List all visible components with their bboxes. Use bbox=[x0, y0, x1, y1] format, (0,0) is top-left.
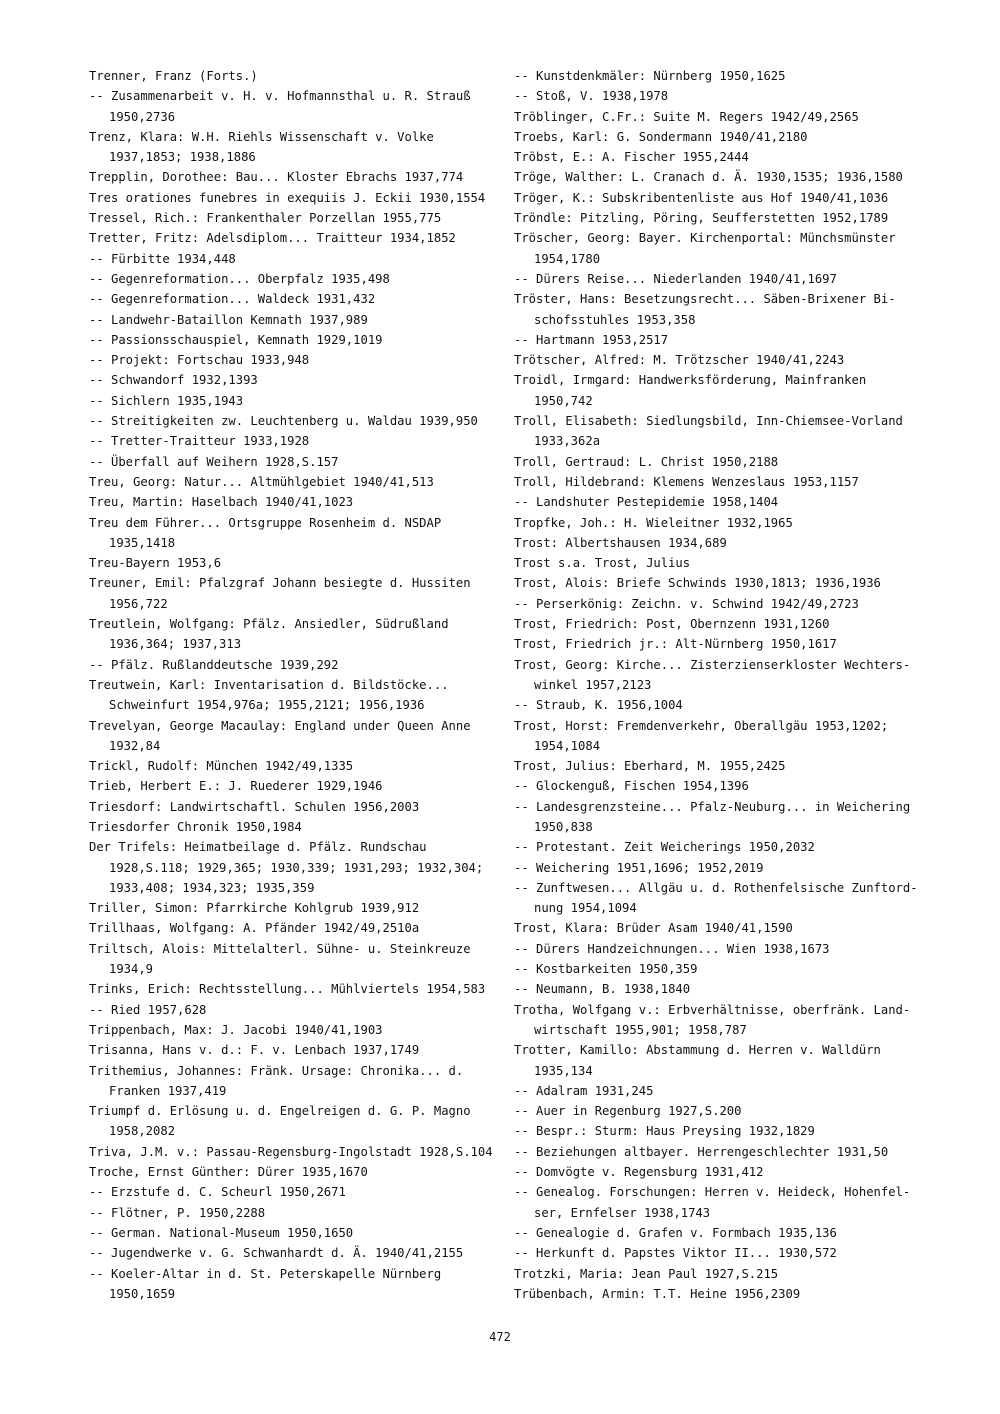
index-entry bbox=[89, 1223, 499, 1243]
index-entry bbox=[89, 1182, 499, 1202]
entry-line: -- Adalram 1931,245 bbox=[514, 1083, 654, 1098]
index-entry bbox=[514, 86, 929, 106]
entry-line: Tröster, Hans: Besetzungsrecht... Säben-Brixener Bi- bbox=[514, 292, 896, 307]
entry-line: Trepplin, Dorothee: Bau... Kloster Ebrachs 1937,774 bbox=[89, 170, 464, 185]
entry-line: Triesdorfer Chronik 1950,1984 bbox=[89, 819, 302, 834]
entry-line: Treu, Martin: Haselbach 1940/41,1023 bbox=[89, 495, 354, 510]
entry-line: Troll, Hildebrand: Klemens Wenzeslaus 1953,1157 bbox=[514, 474, 859, 489]
entry-line: Troll, Gertraud: L. Christ 1950,2188 bbox=[514, 454, 779, 469]
entry-line: Troidl, Irmgard: Handwerksförderung, Mainfranken bbox=[514, 373, 867, 388]
index-entry bbox=[514, 1040, 929, 1081]
entry-line: Tressel, Rich.: Frankenthaler Porzellan 1955,775 bbox=[89, 211, 442, 226]
entry-line: -- Projekt: Fortschau 1933,948 bbox=[89, 353, 310, 368]
index-entry bbox=[89, 513, 499, 554]
entry-line: Trickl, Rudolf: München 1942/49,1335 bbox=[89, 759, 354, 774]
entry-line: Trotzki, Maria: Jean Paul 1927,S.215 bbox=[514, 1266, 779, 1281]
index-entry bbox=[514, 776, 929, 796]
index-entry bbox=[514, 1142, 929, 1162]
entry-line: -- Neumann, B. 1938,1840 bbox=[514, 982, 691, 997]
entry-line: Treu, Georg: Natur... Altmühlgebiet 1940/41,513 bbox=[89, 474, 434, 489]
index-entry bbox=[514, 1000, 929, 1041]
index-entry bbox=[514, 330, 929, 350]
entry-continuation: 1936,364; 1937,313 bbox=[109, 637, 242, 652]
index-entry bbox=[514, 127, 929, 147]
index-entry bbox=[89, 370, 499, 390]
entry-line: Trotter, Kamillo: Abstammung d. Herren v. Walldürn bbox=[514, 1043, 881, 1058]
index-entry bbox=[514, 695, 929, 715]
entry-line: Trippenbach, Max: J. Jacobi 1940/41,1903 bbox=[89, 1022, 383, 1037]
entry-line: Trinks, Erich: Rechtsstellung... Mühlviertels 1954,583 bbox=[89, 982, 486, 997]
entry-line: -- Stoß, V. 1938,1978 bbox=[514, 89, 669, 104]
entry-line: Trithemius, Johannes: Fränk. Ursage: Chronika... d. bbox=[89, 1063, 464, 1078]
entry-continuation: Schweinfurt 1954,976a; 1955,2121; 1956,1936 bbox=[109, 698, 425, 713]
entry-line: Trevelyan, George Macaulay: England under Queen Anne bbox=[89, 718, 471, 733]
entry-continuation: winkel 1957,2123 bbox=[534, 677, 652, 692]
entry-line: Troche, Ernst Günther: Dürer 1935,1670 bbox=[89, 1165, 368, 1180]
entry-continuation: 1928,S.118; 1929,365; 1930,339; 1931,293; 1932,304; bbox=[109, 860, 484, 875]
index-entry bbox=[89, 289, 499, 309]
entry-line: -- Dürers Reise... Niederlanden 1940/41,1697 bbox=[514, 271, 837, 286]
entry-line: Tres orationes funebres in exequiis J. Eckii 1930,1554 bbox=[89, 190, 486, 205]
index-entry bbox=[514, 594, 929, 614]
entry-continuation: 1932,84 bbox=[109, 738, 161, 753]
entry-continuation: schofsstuhles 1953,358 bbox=[534, 312, 696, 327]
entry-line: -- Auer in Regenburg 1927,S.200 bbox=[514, 1104, 742, 1119]
index-entry bbox=[89, 66, 499, 86]
index-entry bbox=[514, 553, 929, 573]
entry-line: -- German. National-Museum 1950,1650 bbox=[89, 1225, 354, 1240]
entry-line: -- Passionsschauspiel, Kemnath 1929,1019 bbox=[89, 332, 383, 347]
entry-line: -- Kostbarkeiten 1950,359 bbox=[514, 962, 698, 977]
index-entry bbox=[89, 1162, 499, 1182]
index-entry bbox=[514, 858, 929, 878]
entry-continuation: Franken 1937,419 bbox=[109, 1083, 227, 1098]
index-entry bbox=[514, 959, 929, 979]
entry-line: Troebs, Karl: G. Sondermann 1940/41,2180 bbox=[514, 129, 808, 144]
entry-continuation: ser, Ernfelser 1938,1743 bbox=[534, 1205, 711, 1220]
index-entry bbox=[514, 452, 929, 472]
entry-line: Tretter, Fritz: Adelsdiplom... Traitteur 1934,1852 bbox=[89, 231, 456, 246]
index-entry bbox=[89, 208, 499, 228]
entry-line: Der Trifels: Heimatbeilage d. Pfälz. Rundschau bbox=[89, 840, 427, 855]
entry-continuation: 1954,1084 bbox=[534, 738, 601, 753]
entry-line: -- Gegenreformation... Waldeck 1931,432 bbox=[89, 292, 376, 307]
index-entry bbox=[89, 452, 499, 472]
entry-line: -- Genealog. Forschungen: Herren v. Heideck, Hohenfel- bbox=[514, 1185, 911, 1200]
entry-continuation: 1950,1659 bbox=[109, 1286, 176, 1301]
index-entry bbox=[514, 878, 929, 919]
index-entry bbox=[514, 208, 929, 228]
index-entry bbox=[89, 330, 499, 350]
entry-line: -- Herkunft d. Papstes Viktor II... 1930,572 bbox=[514, 1246, 837, 1261]
entry-line: -- Sichlern 1935,1943 bbox=[89, 393, 244, 408]
index-entry bbox=[89, 249, 499, 269]
index-entry bbox=[514, 918, 929, 938]
index-entry bbox=[514, 1182, 929, 1223]
entry-line: Trost, Horst: Fremdenverkehr, Oberallgäu 1953,1202; bbox=[514, 718, 889, 733]
entry-continuation: 1937,1853; 1938,1886 bbox=[109, 150, 256, 165]
index-entry bbox=[89, 756, 499, 776]
index-entry bbox=[514, 1264, 929, 1284]
index-entry bbox=[89, 1203, 499, 1223]
index-entry bbox=[89, 411, 499, 431]
index-entry bbox=[89, 391, 499, 411]
entry-line: Trost, Georg: Kirche... Zisterzienserkloster Wechters- bbox=[514, 657, 911, 672]
entry-continuation: 1935,1418 bbox=[109, 535, 176, 550]
entry-line: -- Domvögte v. Regensburg 1931,412 bbox=[514, 1165, 764, 1180]
index-entry bbox=[89, 1040, 499, 1060]
index-entry bbox=[514, 655, 929, 696]
page-number: 472 bbox=[489, 1330, 511, 1344]
index-entry bbox=[89, 86, 499, 127]
entry-continuation: 1935,134 bbox=[534, 1063, 593, 1078]
entry-line: -- Streitigkeiten zw. Leuchtenberg u. Waldau 1939,950 bbox=[89, 414, 478, 429]
index-entry bbox=[514, 370, 929, 411]
entry-line: -- Ried 1957,628 bbox=[89, 1002, 207, 1017]
entry-continuation: 1933,408; 1934,323; 1935,359 bbox=[109, 880, 315, 895]
entry-line: -- Fürbitte 1934,448 bbox=[89, 251, 236, 266]
right-column bbox=[514, 66, 929, 1304]
entry-line: -- Landesgrenzsteine... Pfalz-Neuburg... in Weichering bbox=[514, 799, 911, 814]
entry-line: Troll, Elisabeth: Siedlungsbild, Inn-Chiemsee-Vorland bbox=[514, 414, 903, 429]
entry-line: Tröbst, E.: A. Fischer 1955,2444 bbox=[514, 150, 749, 165]
index-entry bbox=[514, 573, 929, 593]
entry-line: Trost, Friedrich jr.: Alt-Nürnberg 1950,1617 bbox=[514, 637, 837, 652]
entry-line: Triumpf d. Erlösung u. d. Engelreigen d. G. P. Magno bbox=[89, 1104, 471, 1119]
entry-continuation: 1934,9 bbox=[109, 962, 154, 977]
index-entry bbox=[514, 411, 929, 452]
entry-line: -- Genealogie d. Grafen v. Formbach 1935,136 bbox=[514, 1225, 837, 1240]
index-entry bbox=[89, 472, 499, 492]
entry-line: Triller, Simon: Pfarrkirche Kohlgrub 1939,912 bbox=[89, 901, 420, 916]
entry-line: Trenner, Franz (Forts.) bbox=[89, 69, 258, 83]
entry-line: Triva, J.M. v.: Passau-Regensburg-Ingolstadt 1928,S.104 bbox=[89, 1144, 493, 1159]
index-entry bbox=[89, 837, 499, 898]
index-entry bbox=[514, 350, 929, 370]
entry-line: Tropfke, Joh.: H. Wieleitner 1932,1965 bbox=[514, 515, 793, 530]
entry-continuation: 1956,722 bbox=[109, 596, 168, 611]
entry-line: Trillhaas, Wolfgang: A. Pfänder 1942/49,2510a bbox=[89, 921, 420, 936]
index-entry bbox=[89, 655, 499, 675]
index-entry bbox=[514, 492, 929, 512]
index-entry bbox=[89, 1243, 499, 1263]
index-entry bbox=[514, 1284, 929, 1304]
index-entry bbox=[89, 1264, 499, 1305]
entry-line: -- Tretter-Traitteur 1933,1928 bbox=[89, 434, 310, 449]
index-entry bbox=[89, 1142, 499, 1162]
index-entry bbox=[514, 188, 929, 208]
entry-line: Triltsch, Alois: Mittelalterl. Sühne- u. Steinkreuze bbox=[89, 941, 471, 956]
index-entry bbox=[514, 837, 929, 857]
index-entry bbox=[89, 1101, 499, 1142]
entry-line: Trost, Alois: Briefe Schwinds 1930,1813; 1936,1936 bbox=[514, 576, 881, 591]
entry-line: Trötscher, Alfred: M. Trötzscher 1940/41,2243 bbox=[514, 353, 845, 368]
entry-line: -- Koeler-Altar in d. St. Peterskapelle Nürnberg bbox=[89, 1266, 442, 1281]
index-entry bbox=[89, 310, 499, 330]
index-entry bbox=[89, 776, 499, 796]
entry-continuation: 1950,742 bbox=[534, 393, 593, 408]
entry-line: -- Schwandorf 1932,1393 bbox=[89, 373, 258, 388]
index-entry bbox=[89, 269, 499, 289]
index-entry bbox=[514, 1081, 929, 1101]
index-entry bbox=[89, 492, 499, 512]
entry-line: -- Pfälz. Rußlanddeutsche 1939,292 bbox=[89, 657, 339, 672]
index-entry bbox=[514, 979, 929, 999]
index-entry bbox=[89, 817, 499, 837]
index-entry bbox=[514, 614, 929, 634]
index-entry bbox=[89, 573, 499, 614]
entry-line: Trost: Albertshausen 1934,689 bbox=[514, 535, 727, 550]
entry-line: Treutwein, Karl: Inventarisation d. Bildstöcke... bbox=[89, 677, 449, 692]
entry-line: -- Dürers Handzeichnungen... Wien 1938,1673 bbox=[514, 941, 830, 956]
index-entry bbox=[89, 1020, 499, 1040]
entry-line: Trost, Friedrich: Post, Obernzenn 1931,1260 bbox=[514, 617, 830, 632]
index-entry bbox=[89, 797, 499, 817]
entry-line: -- Glockenguß, Fischen 1954,1396 bbox=[514, 779, 749, 794]
entry-line: Trieb, Herbert E.: J. Ruederer 1929,1946 bbox=[89, 779, 383, 794]
entry-line: Tröge, Walther: L. Cranach d. Ä. 1930,1535; 1936,1580 bbox=[514, 170, 903, 185]
index-entry bbox=[514, 716, 929, 757]
entry-line: -- Landwehr-Bataillon Kemnath 1937,989 bbox=[89, 312, 368, 327]
index-entry bbox=[89, 918, 499, 938]
entry-line: Trübenbach, Armin: T.T. Heine 1956,2309 bbox=[514, 1286, 801, 1301]
entry-line: -- Straub, K. 1956,1004 bbox=[514, 698, 683, 713]
index-entry bbox=[89, 716, 499, 757]
index-entry bbox=[514, 66, 929, 86]
index-entry bbox=[89, 228, 499, 248]
index-entry bbox=[514, 269, 929, 289]
entry-line: Tröblinger, C.Fr.: Suite M. Regers 1942/49,2565 bbox=[514, 109, 859, 124]
index-entry bbox=[89, 188, 499, 208]
entry-line: -- Erzstufe d. C. Scheurl 1950,2671 bbox=[89, 1185, 346, 1200]
entry-continuation: 1954,1780 bbox=[534, 251, 601, 266]
index-entry bbox=[89, 939, 499, 980]
entry-line: -- Landshuter Pestepidemie 1958,1404 bbox=[514, 495, 779, 510]
index-entry bbox=[514, 1162, 929, 1182]
index-entry bbox=[514, 756, 929, 776]
entry-line: Trotha, Wolfgang v.: Erbverhältnisse, oberfränk. Land- bbox=[514, 1002, 911, 1017]
index-entry bbox=[514, 797, 929, 838]
index-entry bbox=[89, 1061, 499, 1102]
entry-line: Trost, Julius: Eberhard, M. 1955,2425 bbox=[514, 759, 786, 774]
index-entry bbox=[89, 350, 499, 370]
index-entry bbox=[514, 1243, 929, 1263]
index-entry bbox=[89, 979, 499, 999]
entry-line: -- Überfall auf Weihern 1928,S.157 bbox=[89, 454, 339, 469]
entry-line: -- Perserkönig: Zeichn. v. Schwind 1942/49,2723 bbox=[514, 596, 859, 611]
entry-continuation: 1950,838 bbox=[534, 819, 593, 834]
entry-line: Treu-Bayern 1953,6 bbox=[89, 556, 222, 571]
entry-line: -- Zusammenarbeit v. H. v. Hofmannsthal u. R. Strauß bbox=[89, 89, 471, 104]
index-entry bbox=[514, 1101, 929, 1121]
entry-line: Treutlein, Wolfgang: Pfälz. Ansiedler, Südrußland bbox=[89, 617, 449, 632]
index-entry bbox=[514, 939, 929, 959]
index-entry bbox=[514, 167, 929, 187]
entry-line: -- Kunstdenkmäler: Nürnberg 1950,1625 bbox=[514, 69, 786, 83]
entry-line: Trost s.a. Trost, Julius bbox=[514, 556, 691, 571]
index-entry bbox=[89, 431, 499, 451]
entry-line: Tröndle: Pitzling, Pöring, Seufferstetten 1952,1789 bbox=[514, 211, 889, 226]
entry-continuation: wirtschaft 1955,901; 1958,787 bbox=[534, 1022, 747, 1037]
index-entry bbox=[89, 675, 499, 716]
index-entry bbox=[89, 553, 499, 573]
index-entry bbox=[89, 127, 499, 168]
index-entry bbox=[514, 472, 929, 492]
entry-line: Tröscher, Georg: Bayer. Kirchenportal: Münchsmünster bbox=[514, 231, 896, 246]
index-entry bbox=[514, 533, 929, 553]
entry-continuation: 1950,2736 bbox=[109, 109, 176, 124]
entry-line: Treuner, Emil: Pfalzgraf Johann besiegte d. Hussiten bbox=[89, 576, 471, 591]
entry-line: Trost, Klara: Brüder Asam 1940/41,1590 bbox=[514, 921, 793, 936]
index-entry bbox=[514, 289, 929, 330]
entry-continuation: 1958,2082 bbox=[109, 1124, 176, 1139]
entry-line: -- Beziehungen altbayer. Herrengeschlechter 1931,50 bbox=[514, 1144, 889, 1159]
entry-line: Trenz, Klara: W.H. Riehls Wissenschaft v. Volke bbox=[89, 129, 434, 144]
entry-continuation: nung 1954,1094 bbox=[534, 901, 637, 916]
index-entry bbox=[514, 513, 929, 533]
index-entry bbox=[89, 1000, 499, 1020]
entry-line: -- Zunftwesen... Allgäu u. d. Rothenfelsische Zunftord- bbox=[514, 880, 918, 895]
entry-line: Treu dem Führer... Ortsgruppe Rosenheim d. NSDAP bbox=[89, 515, 442, 530]
entry-line: -- Flötner, P. 1950,2288 bbox=[89, 1205, 266, 1220]
index-entry bbox=[514, 1223, 929, 1243]
index-entry bbox=[89, 167, 499, 187]
index-entry bbox=[89, 614, 499, 655]
entry-line: -- Weichering 1951,1696; 1952,2019 bbox=[514, 860, 764, 875]
index-entry bbox=[89, 898, 499, 918]
entry-line: -- Protestant. Zeit Weicherings 1950,2032 bbox=[514, 840, 815, 855]
index-entry bbox=[514, 1121, 929, 1141]
entry-line: Triesdorf: Landwirtschaftl. Schulen 1956,2003 bbox=[89, 799, 420, 814]
index-entry bbox=[514, 107, 929, 127]
index-entry bbox=[514, 228, 929, 269]
entry-line: -- Jugendwerke v. G. Schwanhardt d. Ä. 1940/41,2155 bbox=[89, 1246, 464, 1261]
entry-line: -- Gegenreformation... Oberpfalz 1935,498 bbox=[89, 271, 390, 286]
entry-line: Trisanna, Hans v. d.: F. v. Lenbach 1937,1749 bbox=[89, 1043, 420, 1058]
entry-line: -- Bespr.: Sturm: Haus Preysing 1932,1829 bbox=[514, 1124, 815, 1139]
entry-line: -- Hartmann 1953,2517 bbox=[514, 332, 669, 347]
index-entry bbox=[514, 147, 929, 167]
left-column bbox=[89, 66, 499, 1304]
entry-line: Tröger, K.: Subskribentenliste aus Hof 1940/41,1036 bbox=[514, 190, 889, 205]
index-entry bbox=[514, 634, 929, 654]
entry-continuation: 1933,362a bbox=[534, 434, 601, 449]
